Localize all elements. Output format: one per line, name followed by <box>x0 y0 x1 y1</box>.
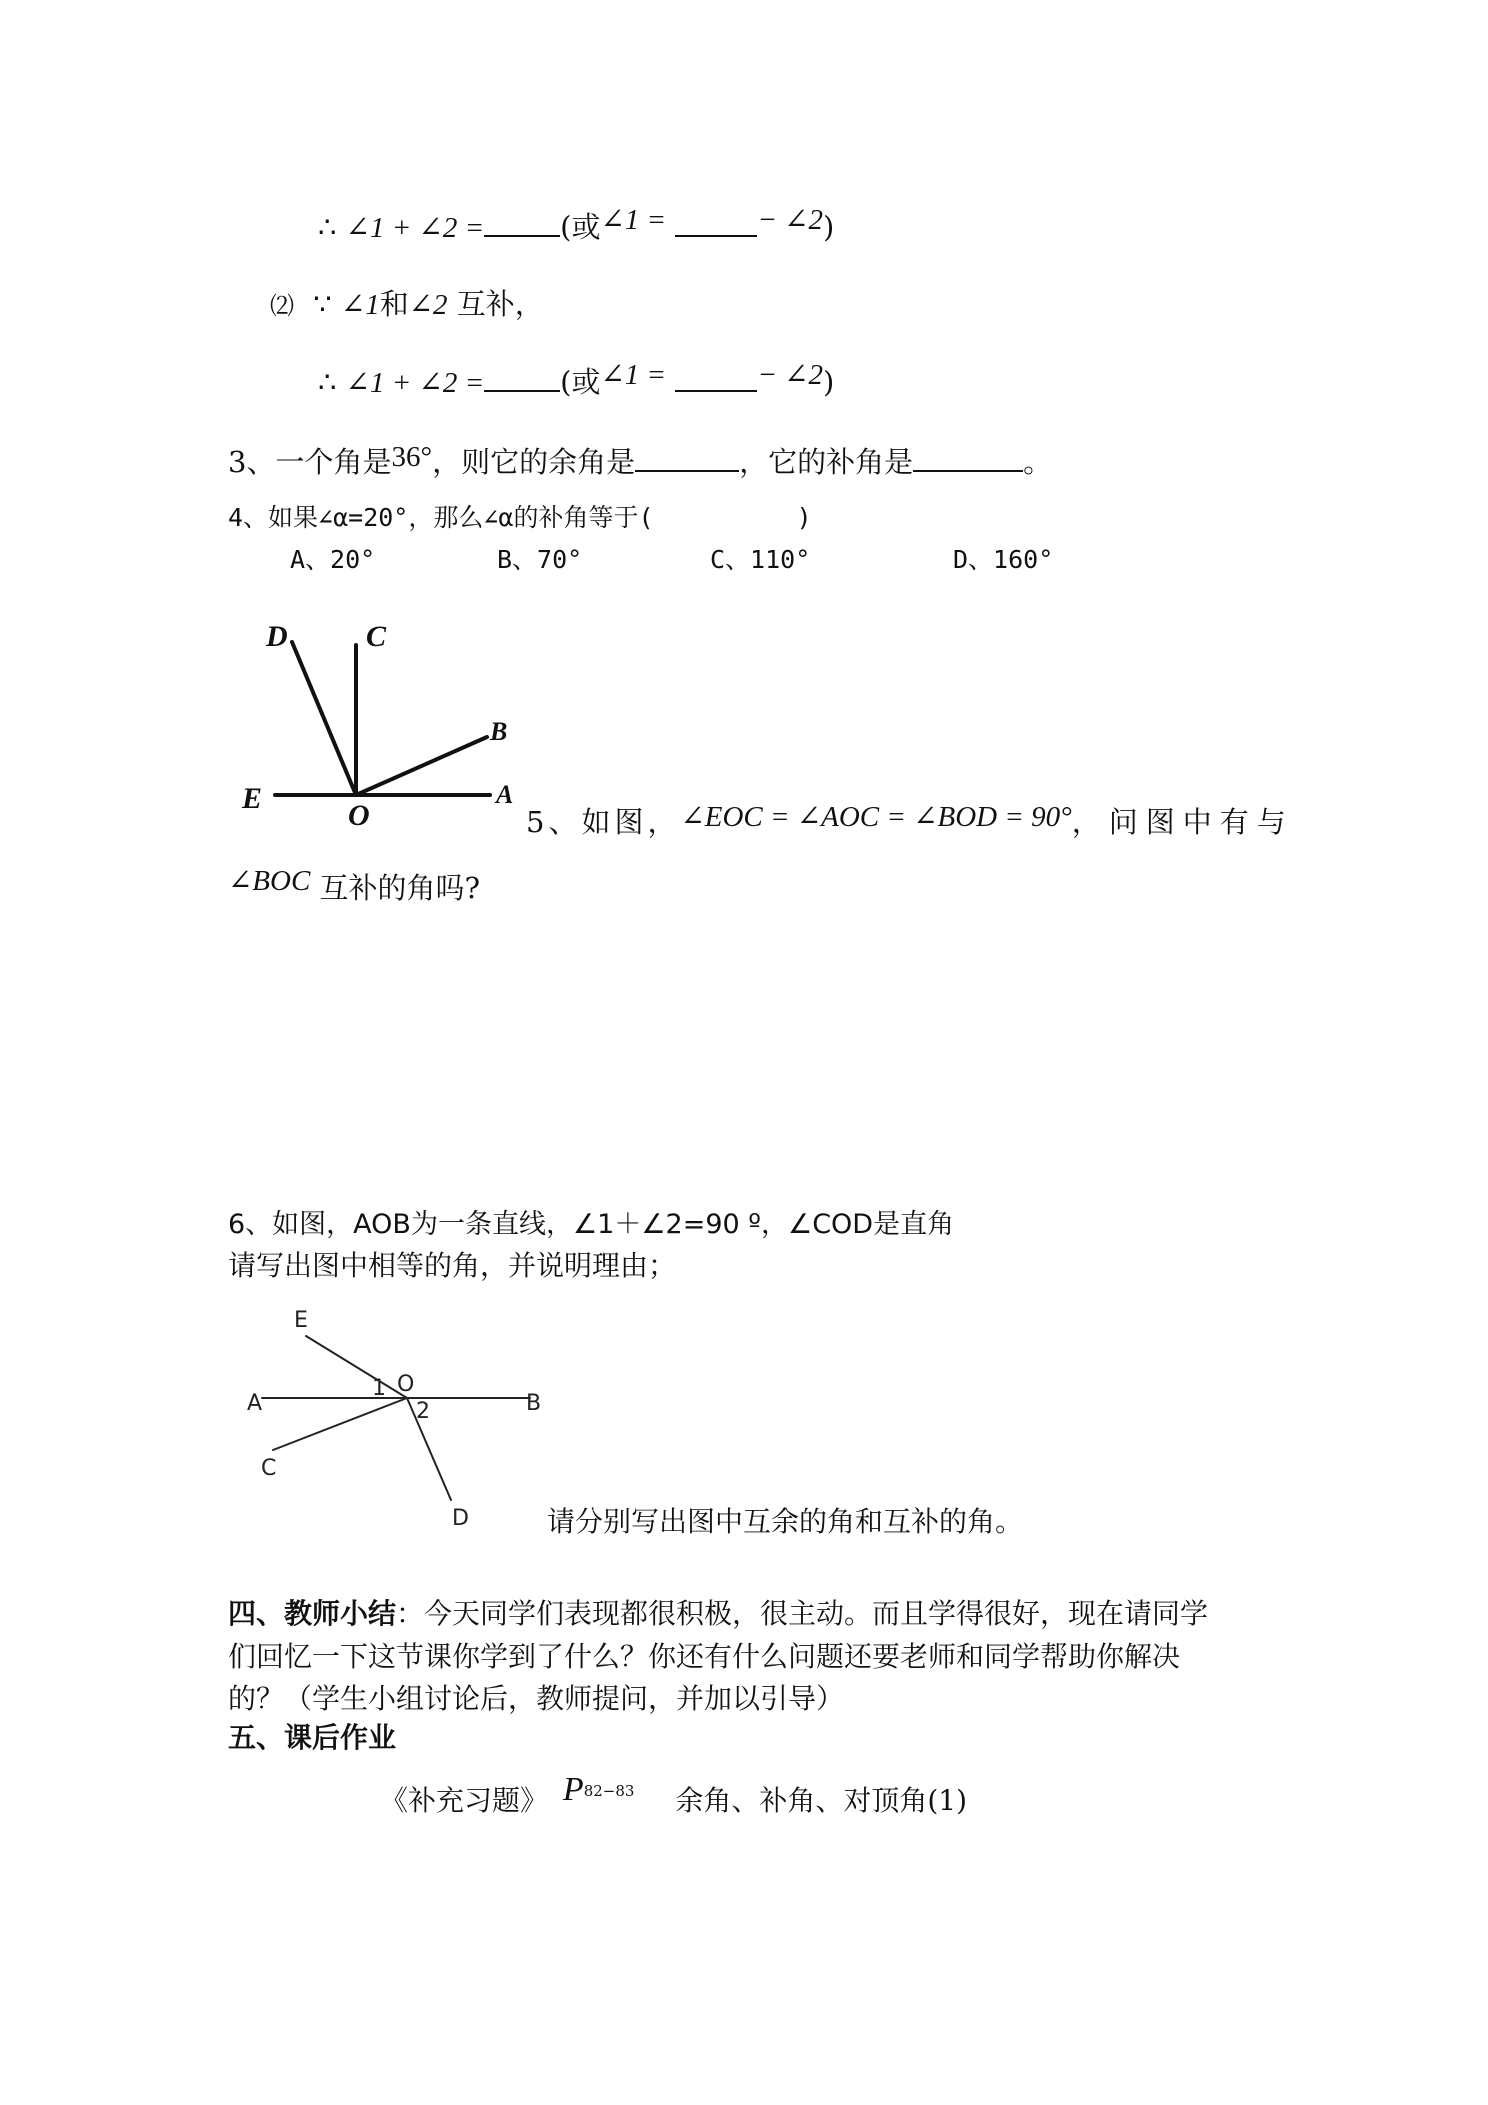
q4-stem: 4、如果∠α=20°，那么∠α的补角等于( <box>228 503 654 532</box>
angle-expression: ∠1 = <box>600 204 667 236</box>
angle-boc: ∠BOC <box>228 865 311 897</box>
label-1: 1 <box>372 1376 386 1401</box>
label-b: B <box>490 717 508 746</box>
or-open: (或 <box>560 365 601 399</box>
therefore-symbol: ∴ <box>318 210 337 244</box>
homework-topic: 余角、补角、对顶角(1) <box>675 1784 968 1817</box>
minus-angle: − ∠2 <box>757 204 823 236</box>
q3-end: 。 <box>1023 445 1053 479</box>
minus-angle: − ∠2 <box>757 359 823 391</box>
or-open: (或 <box>560 210 601 244</box>
section-4-text1: ：今天同学们表现都很积极，很主动。而且学得很好，现在请同学 <box>396 1597 1209 1630</box>
angle-sum-expression: ∠1 + ∠2 = <box>345 367 485 399</box>
page-range: 82−83 <box>583 1782 635 1800</box>
section-4-line3: 的？（学生小组讨论后，教师提问，并加以引导） <box>228 1682 845 1715</box>
homework-book: 《补充习题》 <box>380 1784 549 1817</box>
q5-num: 5、如图， <box>526 805 681 839</box>
angle-sum-expression: ∠1 + ∠2 = <box>345 212 485 244</box>
q3-mid2: ，它的补角是 <box>739 445 914 479</box>
angle-expression: ∠1 = <box>600 359 667 391</box>
label-a: A <box>496 780 514 809</box>
homework-line <box>380 1771 968 1819</box>
section-4-line2: 们回忆一下这节课你学到了什么？你还有什么问题还要老师和同学帮助你解决 <box>228 1640 1181 1673</box>
label-d: D <box>266 620 288 653</box>
page-p: P <box>562 1771 584 1808</box>
option-b[interactable]: B、70° <box>497 545 583 574</box>
q5-line2-tail: 互补的角吗? <box>319 871 481 905</box>
q3-mid: ，则它的余角是 <box>432 445 636 479</box>
q5-expr: ∠EOC = ∠AOC = ∠BOD = 90° <box>680 801 1072 833</box>
q4-close: ) <box>796 503 812 532</box>
section-4-line1 <box>228 1592 1208 1632</box>
label-e: E <box>242 782 263 815</box>
question-6-line1: 6、如图，AOB为一条直线，∠1＋∠2=90 º，∠COD是直角 <box>228 1209 955 1240</box>
label-o: O <box>397 1372 415 1397</box>
section-5-title: 五、课后作业 <box>228 1721 397 1754</box>
label-e: E <box>294 1308 308 1333</box>
label-a: A <box>247 1391 263 1416</box>
option-c[interactable]: C、110° <box>710 545 811 574</box>
q3-prefix: 3、一个角是 <box>228 445 392 479</box>
q5-tail: ，问图中有与 <box>1071 805 1294 839</box>
q3-angle: 36° <box>391 441 433 473</box>
label-b: B <box>526 1391 542 1416</box>
question-6-line2: 请写出图中相等的角，并说明理由； <box>228 1249 677 1282</box>
ray-oe <box>306 1336 407 1398</box>
label-2: 2 <box>416 1399 430 1424</box>
section-4-title: 四、教师小结 <box>228 1597 397 1630</box>
ray-oc <box>273 1398 407 1450</box>
label-o: O <box>348 799 370 832</box>
supplementary-text: 互补， <box>456 287 544 321</box>
because-symbol: ∵ <box>313 287 332 321</box>
part-number: ⑵ <box>270 292 294 320</box>
angle-2: ∠2 <box>408 289 448 321</box>
close-paren: ) <box>822 210 835 244</box>
label-c: C <box>366 620 387 653</box>
label-c: C <box>261 1456 277 1481</box>
question-6-caption: 请分别写出图中互余的角和互补的角。 <box>547 1505 1024 1538</box>
option-a[interactable]: A、20° <box>290 545 376 574</box>
angle-1: ∠1 <box>340 289 380 321</box>
close-paren: ) <box>822 365 835 399</box>
label-d: D <box>452 1506 469 1531</box>
therefore-symbol: ∴ <box>318 365 337 399</box>
option-d[interactable]: D、160° <box>953 545 1054 574</box>
and-word: 和 <box>379 287 409 321</box>
